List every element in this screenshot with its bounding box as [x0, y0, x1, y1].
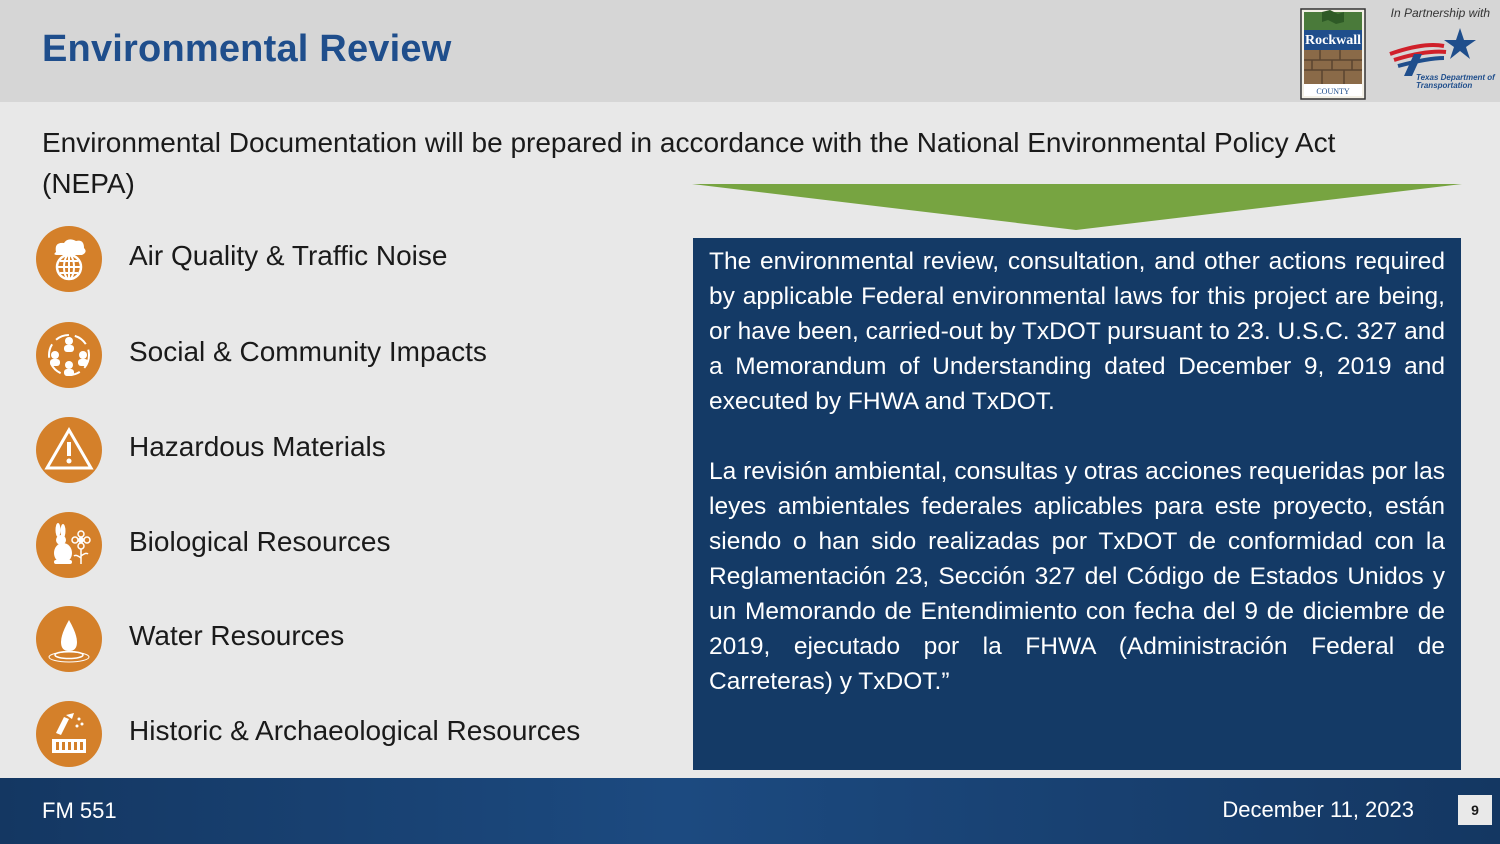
- community-icon: [36, 322, 102, 388]
- resource-item-hazardous: [36, 417, 676, 483]
- resource-item-biological: [36, 512, 676, 578]
- resource-label: Hazardous Materials: [129, 431, 386, 462]
- intro-text: Environmental Documentation will be prepared in accordance with the National Environmental Policy Act (NEPA): [42, 127, 1336, 199]
- environmental-notice-panel: [693, 238, 1461, 770]
- air-quality-icon: [36, 226, 102, 292]
- biological-icon: [36, 512, 102, 578]
- resource-label: Water Resources: [129, 620, 345, 651]
- notice-spanish: La revisión ambiental, consultas y otras acciones requeridas por las leyes ambientales federales aplicables para este proyecto, están siendo o han sido realizadas por TxDOT de conformidad con la Reglamentación 23, Sección 327 del Código de Estados Unidos y un Memorando de Entendimiento con fecha del 9 de diciembre de 2019, ejecutado por la FHWA (Administración Federal de Carreteras) y TxDOT.”: [709, 458, 1445, 695]
- resource-item-air-quality: [36, 226, 676, 292]
- down-arrow-banner: [692, 182, 1462, 232]
- partner-text: In Partnership with: [1390, 6, 1490, 20]
- txdot-logo: [1384, 24, 1488, 76]
- resource-label: Air Quality & Traffic Noise: [129, 240, 448, 271]
- slide-title: Environmental Review: [42, 28, 452, 70]
- slide-footer: [0, 778, 1500, 844]
- county-logo-sub: COUNTY: [1316, 87, 1350, 96]
- presentation-date: December 11, 2023: [1222, 797, 1414, 822]
- notice-english: The environmental review, consultation, and other actions required by applicable Federal environmental laws for this project are being, or have been, carried-out by TxDOT pursuant to 23. U.S.C. 327 and a Memorandum of Understanding dated December 9, 2019 and executed by FHWA and TxDOT.: [709, 248, 1445, 415]
- logo-group: [1300, 4, 1495, 100]
- rockwall-county-logo: [1300, 8, 1366, 100]
- county-logo-name: Rockwall: [1305, 33, 1361, 48]
- slide-header: [0, 0, 1500, 102]
- txdot-logo-text: Texas Department of Transportation: [1416, 73, 1495, 90]
- resource-label: Historic & Archaeological Resources: [129, 715, 581, 746]
- resource-item-water: [36, 606, 676, 672]
- resource-item-community: [36, 322, 676, 388]
- page-number: 9: [1458, 795, 1492, 825]
- resource-label: Biological Resources: [129, 526, 391, 557]
- project-name: FM 551: [42, 798, 117, 823]
- historic-icon: [36, 701, 102, 767]
- hazard-icon: [36, 417, 102, 483]
- water-drop-icon: [36, 606, 102, 672]
- resource-label: Social & Community Impacts: [129, 336, 487, 367]
- resource-item-historic: [36, 701, 676, 767]
